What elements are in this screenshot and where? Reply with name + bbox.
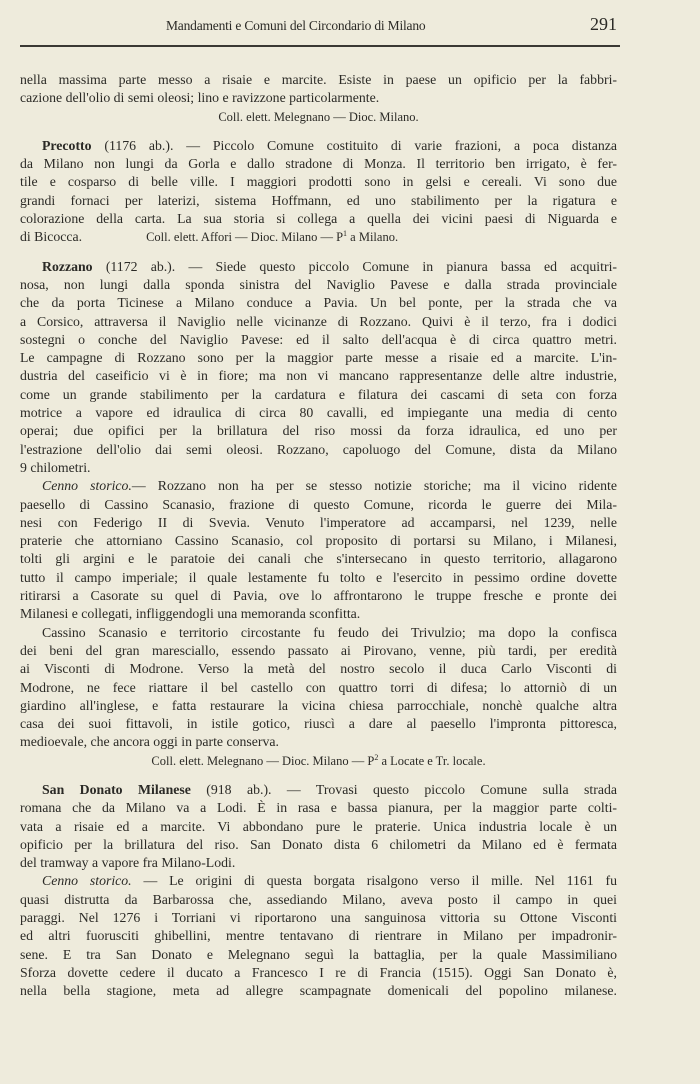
electoral-note: Coll. elett. Melegnano — Dioc. Milano. (218, 109, 419, 124)
text-span: (1172 ab.). — Siede questo piccolo Comune in pianura bassa ed acquitri- (92, 258, 617, 274)
text-line: nosa, non lungi dalla sponda sinistra del Naviglio Pavese e dalla strada provinciale (20, 276, 617, 292)
entry-san-donato-milanese (20, 781, 617, 1001)
text-span: — Rozzano non ha per se stesso notizie storiche; ma il vicino ridente (131, 478, 617, 494)
text-line: 9 chilometri. (20, 459, 91, 475)
text-line: sostegni o conche del Naviglio Pavese: ed il salto dell'acqua è di circa quattro metri. (20, 331, 617, 347)
text-line: vata a risaie ed a marcite. Vi abbondano pure le praterie. Unica industria locale è un (20, 818, 617, 834)
text-line: paesello di Cassino Scanasio, frazione di questo Comune, ricorda le guerre dei Mila- (20, 496, 617, 512)
page-number: 291 (590, 14, 617, 34)
entry-precotto (20, 137, 617, 247)
text-span: (1176 ab.). — Piccolo Comune costituito di varie frazioni, a poca distanza (91, 137, 617, 153)
electoral-note: Coll. elett. Affori — Dioc. Milano — $P^1$ a Milano. (146, 229, 399, 245)
entry-name: Precotto (42, 137, 92, 153)
text-line: ai Visconti di Modrone. Verso la metà del nostro secolo il duca Carlo Visconti di (20, 661, 617, 677)
text-line: come un grande stabilimento per la cardatura e filatura dei cascami di seta con forza (20, 386, 617, 402)
text-line (20, 872, 617, 890)
text-line: romana che da Milano va a Lodi. È in rasa e bassa pianura, per la maggior parte colti- (20, 800, 617, 816)
text-line: cazione dell'olio di semi oleosi; lino e ravizzone particolarmente. (20, 90, 380, 106)
text-line: praterie che attorniano Cassino Scanasio, col proposito di portarsi su Milano, i Milanesi, (20, 533, 617, 549)
text-line: tile e cosparso di belle ville. I maggiori prodotti sono in gelsi e cereali. Vi sono due (20, 174, 617, 190)
text-line (20, 228, 617, 246)
text-line (20, 258, 617, 276)
text-line: l'estrazione dell'olio dai semi oleosi. Rozzano, capoluogo del Comune, dista da Milano (20, 441, 617, 457)
text-line: ed altri fuorusciti ghibellini, mentre tentavano di rientrare in Milano per impadronir- (20, 928, 617, 944)
section-label: Cenno storico. (42, 873, 132, 889)
entry-name: San Donato Milanese (42, 781, 191, 797)
text-line: dustria del caseificio vi è in fiore; ma non vi mancano rappresentanze delle altre industrie, (20, 368, 617, 384)
section-label: Cenno storico. (42, 478, 132, 494)
text-line: casa dei suoi fittavoli, in istile gotico, riuscì a dare al paesello l'impronta pittoresca, (20, 716, 617, 732)
text-line: sene. E tra San Donato e Melegnano seguì la battaglia, per la quale Massimiliano (20, 946, 617, 962)
entry-name: Rozzano (42, 258, 93, 274)
text-line: Modrone, ne fece riattare il bel castello con quattro torri di difesa; lo attorniò di un (20, 679, 617, 695)
text-span: di Bicocca. (20, 229, 83, 245)
running-title: Mandamenti e Comuni del Circondario di Milano (166, 18, 426, 33)
text-line: colorazione della carta. La sua storia si collega a quella dei vicini paesi di Niguarda e (20, 211, 617, 227)
text-line: ritirarsi a Casorate su quel di Pavia, ove lo affrontarono le truppe fresche e pronte dei (20, 588, 617, 604)
text-line: tutto il campo imperiale; il quale lestamente fu tolto e l'esercito in pessimo ordine dovette (20, 569, 617, 585)
text-line: del tramway a vapore fra Milano-Lodi. (20, 855, 236, 871)
text-line: paraggi. Nel 1276 i Torriani vi riportarono una sanguinosa vittoria su Ottone Visconti (20, 910, 617, 926)
text-line: giardino all'inglese, e fatta restaurare la vicina chiesa parrocchiale, nonchè qualche altra (20, 697, 617, 713)
text-line: da Milano non lungi da Gorla e dallo stradone di Monza. Il territorio ben irrigato, è fer- (20, 156, 617, 172)
entry-rozzano (20, 258, 617, 770)
page-body (20, 71, 617, 1001)
text-line: a Corsico, attraversa il Naviglio nelle vicinanze di Rozzano. Quivi è il terzo, fra i dodici (20, 313, 617, 329)
text-line: nella massima parte messo a risaie e marcite. Esiste in paese un opificio per la fabbri- (20, 72, 617, 87)
text-line: nella bella stagione, meta ad allegre scampagnate domenicali del popolino milanese. (20, 983, 617, 999)
text-line: medioevale, che ancora oggi in parte conserva. (20, 734, 279, 750)
text-line: Milanesi e collegati, infliggendogli una memoranda sconfitta. (20, 606, 361, 622)
text-line: motrice a vapore ed idraulica di circa 80 cavalli, ed impiegante una media di cento (20, 405, 617, 421)
text-line (20, 781, 617, 799)
text-line: opificio per la brillatura del riso. San Donato dista 6 chilometri da Milano ed è fermata (20, 836, 617, 852)
text-line: Le campagne di Rozzano sono per la maggior parte messe a risaie ed a marcite. L'in- (20, 350, 617, 366)
text-line (20, 477, 617, 495)
running-header (20, 14, 617, 40)
text-line: operai; due opifici per la brillatura del riso mossi da forza idraulica, ed uno per (20, 423, 617, 439)
text-span: (918 ab.). — Trovasi questo piccolo Comune sulla strada (190, 781, 617, 797)
text-line: nesi con Federigo II di Svevia. Venuto l'imperatore ad accamparsi, nel 1239, nelle (20, 514, 617, 530)
electoral-note: Coll. elett. Melegnano — Dioc. Milano — $P^2$ a Locate e Tr. locale. (151, 752, 486, 768)
text-line: Cassino Scanasio e territorio circostante fu feudo dei Trivulzio; ma dopo la confisca (42, 624, 617, 640)
text-line (20, 137, 617, 155)
text-line: quasi distrutta da Barbarossa che, assediando Milano, aveva posto il campo in quei (20, 891, 617, 907)
text-line: che da porta Ticinese a Milano conduce a Pavia. Un bel ponte, per la strada che va (20, 295, 617, 311)
header-rule (20, 45, 620, 47)
text-line: grandi fornaci per laterizi, sistema Hoffmann, ed uno stabilimento per la rigatura e (20, 192, 617, 208)
text-span: — Le origini di questa borgata risalgono verso il mille. Nel 1161 fu (131, 873, 617, 889)
text-line: Sforza dovette cedere il ducato a Francesco I re di Francia (1515). Oggi San Donato è, (20, 964, 617, 980)
text-line: tolti gli argini e le paratoie dei canali che s'intersecano in questo territorio, allagarono (20, 551, 617, 567)
text-line: dei beni del gran maresciallo, essendo passato ai Pirovano, venne, più tardi, per eredità (20, 642, 617, 658)
